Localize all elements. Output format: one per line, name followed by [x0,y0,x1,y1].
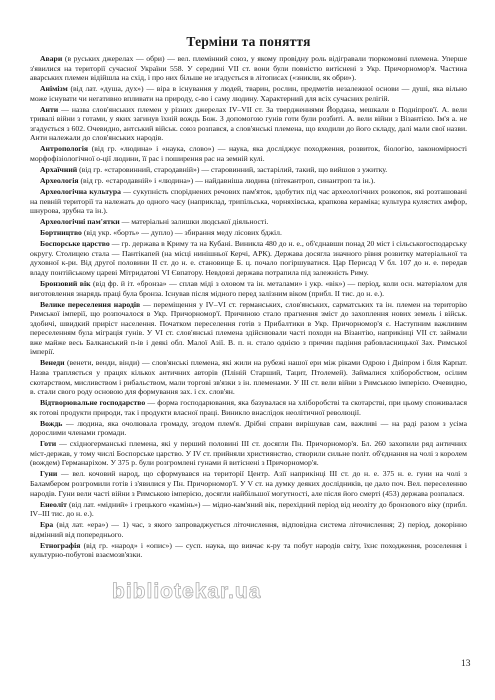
glossary-term: Архаїчний [40,165,78,175]
glossary-entry [30,398,467,417]
glossary-entry [30,165,467,175]
glossary-term: Археологічна культура [40,187,121,197]
glossary-term: Боспорське царство [40,239,110,249]
glossary-term: Енеоліт [40,499,67,509]
glossary-term: Гуни [40,469,58,479]
glossary-term: Антропологія [40,144,89,154]
glossary-definition: — сукупність споріднених речових пам'яток, здобутих під час археологічних розкопок, які розташовані на певній території та належать до одного часу (наприклад, трипільська, чорняхівська, крапкова кераміка; культура кулястих амфор, шнурова, зрубна та ін.). [30,187,467,216]
glossary-definition: — переміщення у IV–VI ст. германських, слов'янських, сарматських та ін. племен на територію Римської імперії, що розпочалося в Укр. Причорномор'ї. Причиною стало прагнення зміст до захоплення нових земель і військ. здобичі, швидкий приріст населення. Початком переселення готів з Прибалтики в Укр. Причорномор'я є. Наступним важливим переселенням була міграція гунів. У VI ст. слов'янські племена здійснювали часті походи на Візантію, наприкінці VII ст. займали вже майже весь Балканський п-ів і деякі обл. Малої Азії. В. п. н. стало однією з причин падіння рабовласницької Зах. Римської імперії. [30,299,468,357]
glossary-term: Ера [40,520,54,530]
glossary-term: Археологія [40,176,79,186]
glossary-entry [30,500,467,519]
glossary-definition: — людина, яка очолювала громаду, згодом плем'я. Дрібні справи вирішував сам, важливі — на раді разом з усіма дорослими членами громади. [30,418,467,438]
glossary-entry [30,469,467,498]
glossary-entry [30,358,467,396]
glossary-term: Етнографія [40,540,81,550]
glossary-definition: — матеріальні залишки людської діяльності. [119,217,269,227]
page-content [30,34,467,561]
glossary-definition: (від гр. «стародавній» і «людина») — найдавніша людина (пітекантроп, синантроп та ін.). [78,176,376,186]
glossary-entry [30,54,467,83]
glossary-entry [30,239,467,277]
glossary-term: Венеди [40,358,65,368]
glossary-definition: — назва слов'янських племен у різних джерелах IV–VII ст. За твердженнями Йордана, мешкали в Подніпров'ї. А. вели тривалі війни з готами, у яких загинув їхній вождь Бож. З допомогою гунів готи були розбиті. А. вели війни з Візантією. Ім'я а. не згадується з 602. Очевидно, антський військ. союз розпався, а слов'янські племена, що входили до його складу, далі мали свої назви. Анти належали до слов'янських народів. [30,104,467,143]
glossary-entry [30,176,467,186]
glossary-definition: (від укр. «борть» — дупло) — збирання меду лісових бджіл. [81,228,282,238]
glossary-entry [30,279,467,298]
glossary-definition: (венети, венди, вінди) — слов'янські племена, які жили на рубежі нашої ери між ріками Одрою і Дніпром і біля Карпат. Назва трапляється у працях кількох античних авторів (Пліній Старший, Тацит, Птолемей). Займалися хліборобством, осілим скотарством, мисливством і рибальством, мали торгові зв'язки з ін. племенами. У III ст. вели війни з Римською імперією. Очевидно, в. стали свого роду основою для формування зах. і сх. слов'ян. [30,358,467,397]
watermark: bibliotekar.ua [112,580,262,603]
glossary-definition: (від фр. й іт. «бронза» — сплав міді з оловом та ін. металами» і укр. «вік») — період, коли осн. матеріалом для виготовлення знарядь праці була бронза. Існував після мідного перед залізним віком (прибл. II тис. до н. е.). [30,279,467,298]
glossary-term: Археологічні пам'ятки [40,217,120,227]
glossary-term: Відтворювальне господарство [40,398,146,408]
page-number: 13 [461,659,471,669]
glossary-term: Вождь [40,418,63,428]
glossary-definition: — гр. держава в Криму та на Кубані. Виникла 480 до н. е., об'єднавши понад 20 міст і сільськогосподарську округу. Столицею стала — Пантікапей (на місці нинішньої Керчі, АРК). Держава досягла значного рівня розвитку матеріальної та духовної к-ри. Від другої половини II ст. до н. е. становище Б. ц. почало погіршуватися. Цар Перисад V бл. 107 до н. е. передав владу понтійському цареві Мітридатові VI Євпатору. Невдовзі держава потрапила під залежність Риму. [30,239,467,277]
glossary-term: Анімізм [40,84,68,94]
glossary-entry [30,228,467,238]
glossary-definition: (від лат. «мідний» і грецького «камінь») — мідно-кам'яний вік, перехідний період від неоліту до бронзового віку (прибл. IV–III тис. до н. е.). [30,499,467,519]
glossary-definition: — східногерманські племена, які у перший половині III ст. досягли Пн. Причорномор'я. Бл. 260 захопили ряд античних міст-держав, у тому числі Боспорське царство. У IV ст. прийняли християнство, створили сильне політ. об'єднання на чолі з королем (вождем) Германаріхом. У 375 р. були розгромлені гунами й витіснені з Причорномор'я. [30,439,467,468]
page-title: Терміни та поняття [186,34,311,49]
glossary-entry [30,105,467,143]
glossary-entry [30,541,467,560]
glossary-definition: (в руських джерелах — обри) — вел. племінний союз, у якому провідну роль відігравали тюркомовні племена. Уперше з'явилися на території сучасної України 558. У середині VII ст. вони були повністю витіснені з Укр. Причорномор'я. Частина аварських племен відійшла на схід, і про них більше не згадується в літописах («зникли, як обри»). [30,54,467,83]
glossary-term: Авари [40,54,63,63]
glossary-term: Велике переселення народів [40,299,141,309]
glossary-entry [30,520,467,539]
glossary-definition: (від гр. «старовинний, стародавній») — старовинний, застарілий, такий, що вийшов з ужитку. [77,165,388,175]
glossary-term: Анти [40,104,59,114]
glossary-term: Бортництво [40,228,82,238]
glossary-entry [30,419,467,438]
glossary-entry [30,144,467,163]
glossary-term: Готи [40,439,57,449]
glossary-term: Бронзовий вік [40,279,91,289]
glossary-definition: (від гр. «народ» і «опис») — сусп. наука, що вивчає к-ру та побут народів світу, їхнє походження, розселення і культурно-побутові взаємозв'язки. [30,540,467,560]
glossary-entry [30,187,467,216]
glossary-definition: (від гр. «людина» і «наука, слово») — наука, яка досліджує походження, розвиток, біологію, закономірності морфофізіологічної о-ції людини, її рас і поширення рас на земній кулі. [30,144,467,163]
glossary-definition: (від лат. «душа, дух») — віра в існування у людей, тварин, рослин, предметів незалежної основи — душі, яка вільно може існувати чи негативно впливати на природу, с-во і саму людину. Характерний для всіх сучасних релігій. [30,84,467,103]
glossary-definition: (від лат. «ера») — 1) час, з якого запроваджується літочислення, відповідна система літочислення; 2) період, докорінно відмінний від попереднього. [30,520,467,539]
glossary-entry [30,217,467,227]
glossary-definition: — вел. кочовий народ, що сформувався на території Центр. Азії наприкінці III ст. до н. е. 375 н. е. гуни на чолі з Баламбером розгромили готів і з'явилися у Пн. Причорномор'ї. У V ст. на думку деяких дослідників, це дало поч. Вел. переселенню народів. Гуни вели часті війни з Римською імперією, досягли найбільшої могутності, але після його смерті (453) держава розпалася. [30,469,467,498]
glossary-entry [30,84,467,103]
glossary-entry [30,439,467,468]
glossary-definition: — форма господарювання, яка базувалася на хліборобстві та скотарстві, при цьому споживалася як готові продукти природи, так і продукти власної праці. Виникло внаслідок неолітичної революції. [30,398,467,417]
glossary-entry [30,300,467,357]
glossary-list [30,54,467,560]
